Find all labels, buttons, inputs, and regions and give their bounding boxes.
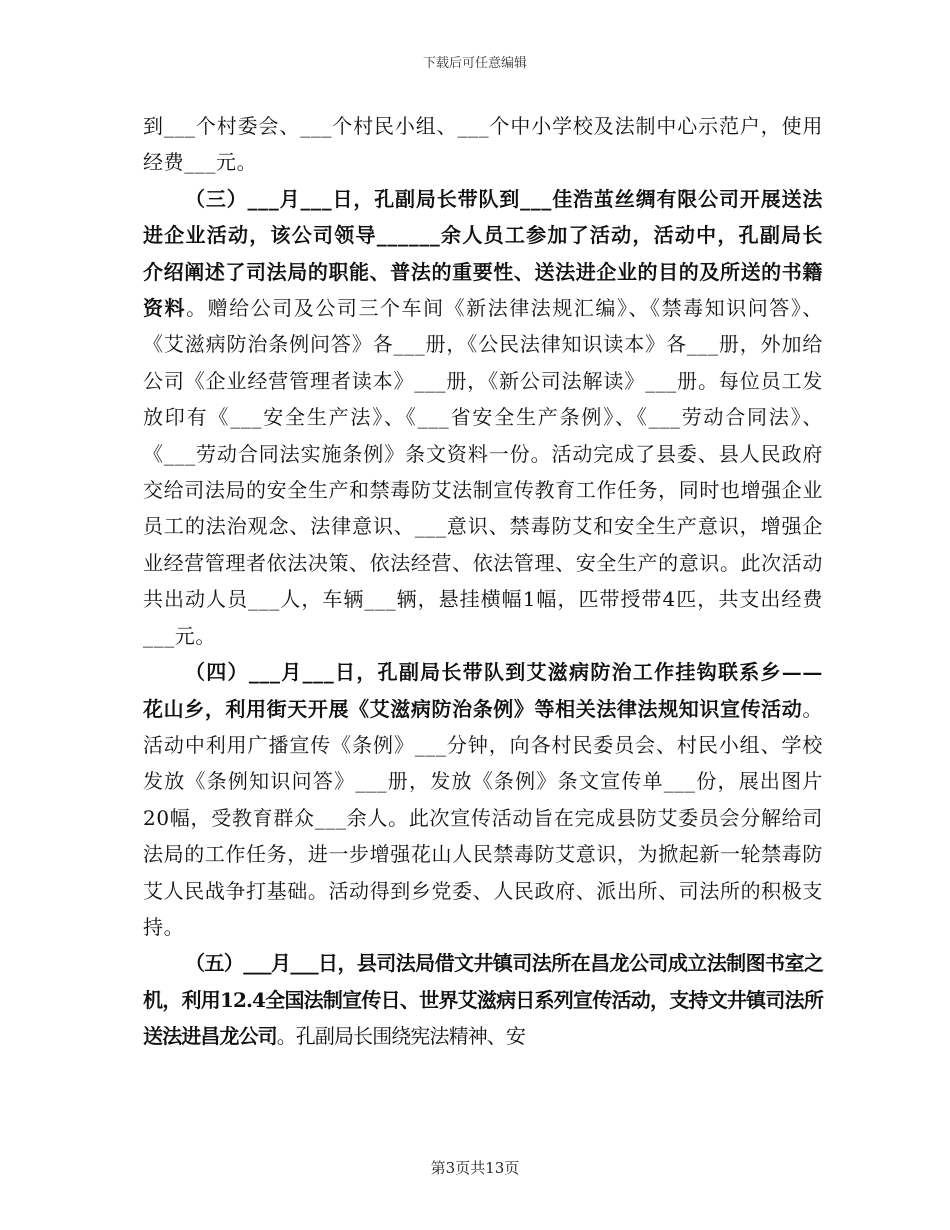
document-body xyxy=(143,108,823,1055)
paragraph-3 xyxy=(143,654,823,945)
paragraph-4 xyxy=(143,945,823,1054)
paragraph-text: 到___个村委会、___个村民小组、___个中小学校及法制中心示范户，使用经费___元。 xyxy=(143,114,823,175)
paragraph-text: 。赠给公司及公司三个车间《新法律法规汇编》、《禁毒知识问答》、《艾滋病防治条例问答》各___册，《公民法律知识读本》各___册，外加给公司《企业经营管理者读本》___册，《新公司法解读》___册。每位员工发放印有《___安全生产法》、《___省安全生产条例》、《___劳动合同法》、《___劳动合同法实施条例》条文资料一份。活动完成了县委、县人民政府交给司法局的安全生产和禁毒防艾法制宣传教育工作任务，同时也增强企业员工的法治观念、法律意识、___意识、禁毒防艾和安全生产意识，增强企业经营管理者依法决策、依法经营、依法管理、安全生产的意识。此次活动共出动人员___人，车辆___辆，悬挂横幅1幅，匹带授带4匹，共支出经费___元。 xyxy=(143,296,823,648)
paragraph-heading-bold: （五）___月___日，县司法局借文井镇司法所在昌龙公司成立法制图书室之机，利用12.4全国法制宣传日、世界艾滋病日系列宣传活动，支持文井镇司法所送法进昌龙公司 xyxy=(143,951,823,1049)
paragraph-heading-bold: （四）___月___日，孔副局长带队到艾滋病防治工作挂钩联系乡——花山乡，利用街天开展《艾滋病防治条例》等相关法律法规知识宣传活动 xyxy=(143,660,823,721)
paragraph-text: 。孔副局长围绕宪法精神、安 xyxy=(276,1024,526,1049)
page-footer: 第3页共13页 xyxy=(430,1159,520,1177)
paragraph-2 xyxy=(143,181,823,654)
paragraph-text: 。活动中利用广播宣传《条例》___分钟，向各村民委员会、村民小组、学校发放《条例知识问答》___册，发放《条例》条文宣传单___份，展出图片20幅，受教育群众___余人。此次宣传活动旨在完成县防艾委员会分解给司法局的工作任务，进一步增强花山人民禁毒防艾意识，为掀起新一轮禁毒防艾人民战争打基础。活动得到乡党委、人民政府、派出所、司法所的积极支持。 xyxy=(143,696,823,939)
page-header: 下载后可任意编辑 xyxy=(422,56,527,71)
paragraph-1 xyxy=(143,108,823,181)
paragraph-heading-bold: （三）___月___日，孔副局长带队到___佳浩茧丝绸有限公司开展送法进企业活动，该公司领导______余人员工参加了活动，活动中，孔副局长介绍阐述了司法局的职能、普法的重要性、送法进企业的目的及所送的书籍资料 xyxy=(143,186,823,321)
